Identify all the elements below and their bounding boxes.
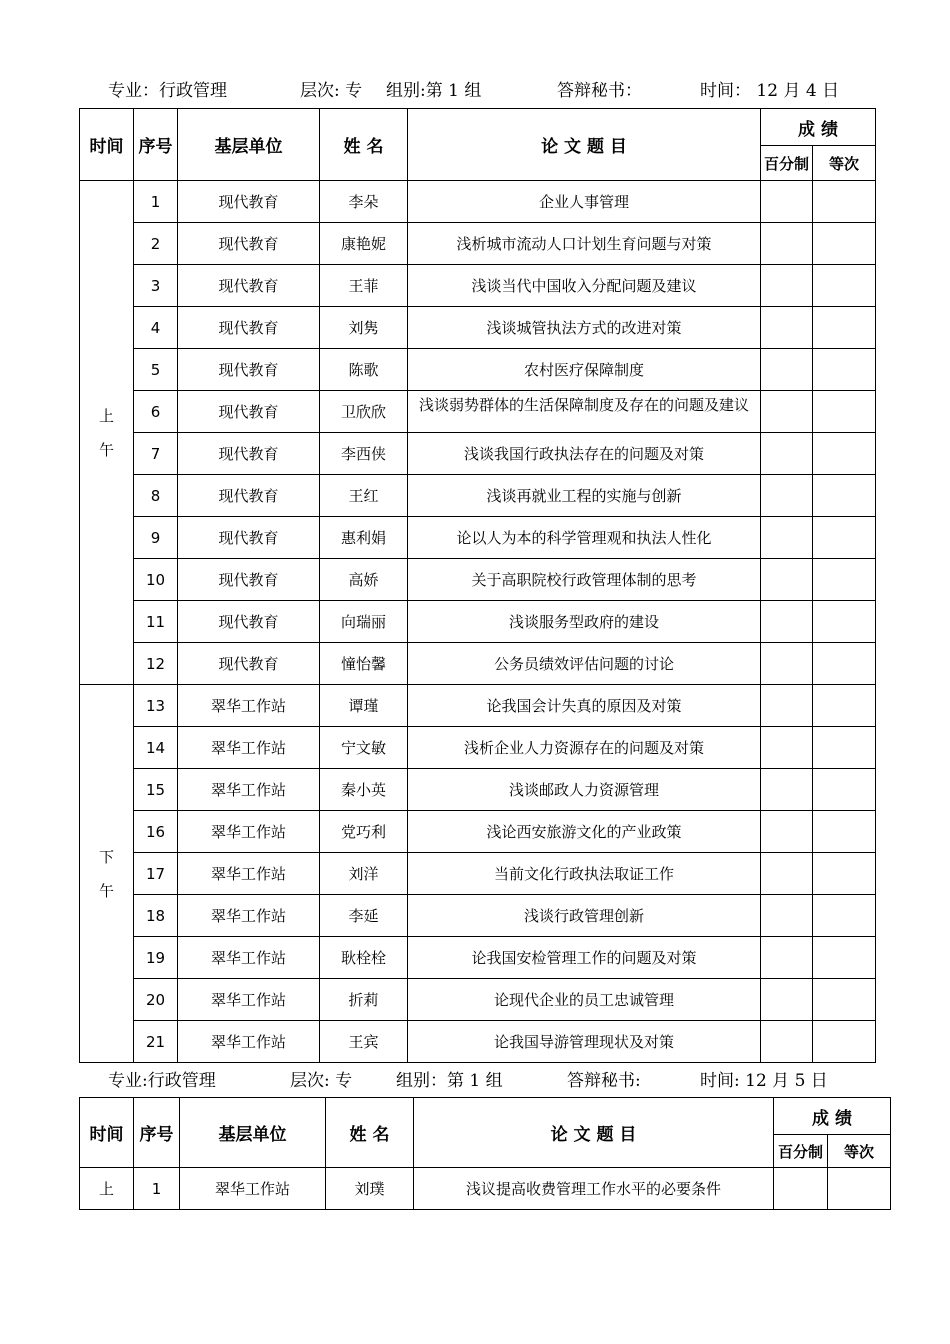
name-cell: 党巧利	[320, 811, 408, 853]
grade-cell	[813, 475, 876, 517]
table-row	[80, 349, 876, 391]
grade-cell	[813, 853, 876, 895]
col-seq: 序号	[134, 1098, 180, 1168]
table-row	[80, 265, 876, 307]
name-cell: 李延	[320, 895, 408, 937]
unit-cell: 现代教育	[178, 559, 320, 601]
table-row	[80, 1021, 876, 1063]
unit-cell: 现代教育	[178, 517, 320, 559]
topic-cell: 关于高职院校行政管理体制的思考	[408, 559, 761, 601]
name-cell: 向瑞丽	[320, 601, 408, 643]
grade-cell	[813, 517, 876, 559]
unit-cell: 现代教育	[178, 223, 320, 265]
grade-cell	[813, 559, 876, 601]
topic-cell: 当前文化行政执法取证工作	[408, 853, 761, 895]
name-cell: 秦小英	[320, 769, 408, 811]
percent-score-cell	[761, 685, 813, 727]
name-cell: 高娇	[320, 559, 408, 601]
percent-score-cell	[774, 1168, 828, 1210]
topic-cell: 浅谈服务型政府的建设	[408, 601, 761, 643]
col-name: 姓 名	[326, 1098, 414, 1168]
topic-cell: 论我国导游管理现状及对策	[408, 1021, 761, 1063]
table-row	[80, 391, 876, 433]
seq-cell: 21	[134, 1021, 178, 1063]
unit-cell: 翠华工作站	[178, 853, 320, 895]
seq-cell: 9	[134, 517, 178, 559]
percent-score-cell	[761, 979, 813, 1021]
grade-cell	[813, 349, 876, 391]
major-label: 专业:行政管理	[108, 1071, 216, 1091]
seq-cell: 7	[134, 433, 178, 475]
name-cell: 王宾	[320, 1021, 408, 1063]
table-row	[80, 223, 876, 265]
schedule-body	[80, 181, 876, 1063]
percent-score-cell	[761, 643, 813, 685]
col-name: 姓 名	[320, 109, 408, 181]
unit-cell: 翠华工作站	[178, 769, 320, 811]
table-row	[80, 685, 876, 727]
unit-cell: 翠华工作站	[178, 727, 320, 769]
col-time: 时间	[80, 109, 134, 181]
unit-cell: 现代教育	[178, 349, 320, 391]
col-grade: 等次	[813, 146, 876, 181]
schedule-body	[80, 1168, 891, 1210]
name-cell: 刘璞	[326, 1168, 414, 1210]
unit-cell: 现代教育	[178, 181, 320, 223]
table-row	[80, 475, 876, 517]
seq-cell: 8	[134, 475, 178, 517]
percent-score-cell	[761, 517, 813, 559]
grade-cell	[813, 601, 876, 643]
unit-cell: 现代教育	[178, 307, 320, 349]
grade-cell	[813, 181, 876, 223]
seq-cell: 16	[134, 811, 178, 853]
table-row	[80, 727, 876, 769]
percent-score-cell	[761, 559, 813, 601]
percent-score-cell	[761, 895, 813, 937]
secretary-label: 答辩秘书：	[557, 81, 642, 101]
grade-cell	[813, 307, 876, 349]
grade-cell	[813, 937, 876, 979]
schedule-table-day1	[79, 108, 876, 1063]
name-cell: 卫欣欣	[320, 391, 408, 433]
seq-cell: 20	[134, 979, 178, 1021]
topic-cell: 论我国会计失真的原因及对策	[408, 685, 761, 727]
section2-header	[0, 1066, 950, 1091]
col-score: 成 绩	[774, 1098, 891, 1135]
name-cell: 陈歌	[320, 349, 408, 391]
seq-cell: 17	[134, 853, 178, 895]
table-row	[80, 895, 876, 937]
grade-cell	[813, 685, 876, 727]
percent-score-cell	[761, 601, 813, 643]
name-cell: 刘洋	[320, 853, 408, 895]
topic-cell: 公务员绩效评估问题的讨论	[408, 643, 761, 685]
table-row	[80, 559, 876, 601]
unit-cell: 翠华工作站	[178, 811, 320, 853]
topic-cell: 浅谈弱势群体的生活保障制度及存在的问题及建议	[408, 391, 761, 433]
grade-cell	[813, 979, 876, 1021]
table-row	[80, 979, 876, 1021]
table-row	[80, 643, 876, 685]
percent-score-cell	[761, 727, 813, 769]
table-row	[80, 307, 876, 349]
topic-cell: 浅析城市流动人口计划生育问题与对策	[408, 223, 761, 265]
unit-cell: 翠华工作站	[178, 685, 320, 727]
percent-score-cell	[761, 475, 813, 517]
seq-cell: 1	[134, 181, 178, 223]
topic-cell: 论现代企业的员工忠诚管理	[408, 979, 761, 1021]
unit-cell: 现代教育	[178, 433, 320, 475]
grade-cell	[813, 643, 876, 685]
table-row	[80, 853, 876, 895]
name-cell: 王菲	[320, 265, 408, 307]
name-cell: 耿栓栓	[320, 937, 408, 979]
name-cell: 折莉	[320, 979, 408, 1021]
unit-cell: 翠华工作站	[178, 1021, 320, 1063]
name-cell: 李朵	[320, 181, 408, 223]
grade-cell	[813, 727, 876, 769]
topic-cell: 企业人事管理	[408, 181, 761, 223]
unit-cell: 翠华工作站	[180, 1168, 326, 1210]
topic-cell: 浅谈当代中国收入分配问题及建议	[408, 265, 761, 307]
seq-cell: 13	[134, 685, 178, 727]
percent-score-cell	[761, 349, 813, 391]
col-percent: 百分制	[774, 1135, 828, 1168]
grade-cell	[813, 433, 876, 475]
time-cell: 上	[80, 1168, 134, 1210]
unit-cell: 现代教育	[178, 265, 320, 307]
grade-cell	[813, 1021, 876, 1063]
secretary-label: 答辩秘书:	[567, 1071, 641, 1091]
col-topic: 论 文 题 目	[408, 109, 761, 181]
table-row	[80, 1168, 891, 1210]
name-cell: 惠利娟	[320, 517, 408, 559]
topic-cell: 浅谈行政管理创新	[408, 895, 761, 937]
topic-cell: 农村医疗保障制度	[408, 349, 761, 391]
seq-cell: 4	[134, 307, 178, 349]
col-percent: 百分制	[761, 146, 813, 181]
seq-cell: 10	[134, 559, 178, 601]
date-label: 时间： 12 月 4 日	[700, 81, 840, 101]
topic-cell: 浅谈我国行政执法存在的问题及对策	[408, 433, 761, 475]
topic-cell: 浅论西安旅游文化的产业政策	[408, 811, 761, 853]
seq-cell: 12	[134, 643, 178, 685]
grade-cell	[813, 769, 876, 811]
grade-cell	[813, 895, 876, 937]
name-cell: 李西侠	[320, 433, 408, 475]
unit-cell: 现代教育	[178, 475, 320, 517]
seq-cell: 14	[134, 727, 178, 769]
period-afternoon: 下 午	[80, 685, 134, 1063]
unit-cell: 现代教育	[178, 601, 320, 643]
percent-score-cell	[761, 937, 813, 979]
unit-cell: 翠华工作站	[178, 979, 320, 1021]
level-label: 层次: 专	[300, 81, 363, 101]
seq-cell: 11	[134, 601, 178, 643]
topic-cell: 浅议提高收费管理工作水平的必要条件	[414, 1168, 774, 1210]
group-label: 组别：第 1 组	[396, 1071, 503, 1091]
table-row	[80, 181, 876, 223]
percent-score-cell	[761, 853, 813, 895]
col-time: 时间	[80, 1098, 134, 1168]
unit-cell: 现代教育	[178, 643, 320, 685]
percent-score-cell	[761, 307, 813, 349]
topic-cell: 浅谈邮政人力资源管理	[408, 769, 761, 811]
percent-score-cell	[761, 181, 813, 223]
topic-cell: 论以人为本的科学管理观和执法人性化	[408, 517, 761, 559]
name-cell: 憧怡馨	[320, 643, 408, 685]
table-row	[80, 433, 876, 475]
col-unit: 基层单位	[180, 1098, 326, 1168]
major-label: 专业：行政管理	[108, 81, 227, 101]
grade-cell	[813, 391, 876, 433]
percent-score-cell	[761, 433, 813, 475]
schedule-table-day2	[79, 1097, 891, 1210]
table-row	[80, 769, 876, 811]
table-row	[80, 517, 876, 559]
unit-cell: 翠华工作站	[178, 895, 320, 937]
name-cell: 宁文敏	[320, 727, 408, 769]
percent-score-cell	[761, 391, 813, 433]
unit-cell: 翠华工作站	[178, 937, 320, 979]
seq-cell: 1	[134, 1168, 180, 1210]
seq-cell: 3	[134, 265, 178, 307]
percent-score-cell	[761, 769, 813, 811]
seq-cell: 18	[134, 895, 178, 937]
period-morning: 上 午	[80, 181, 134, 685]
unit-cell: 现代教育	[178, 391, 320, 433]
percent-score-cell	[761, 811, 813, 853]
percent-score-cell	[761, 1021, 813, 1063]
name-cell: 王红	[320, 475, 408, 517]
grade-cell	[813, 265, 876, 307]
percent-score-cell	[761, 223, 813, 265]
group-label: 组别:第 1 组	[386, 81, 482, 101]
col-grade: 等次	[828, 1135, 891, 1168]
table-row	[80, 601, 876, 643]
table-row	[80, 937, 876, 979]
seq-cell: 2	[134, 223, 178, 265]
grade-cell	[813, 223, 876, 265]
seq-cell: 19	[134, 937, 178, 979]
name-cell: 康艳妮	[320, 223, 408, 265]
col-topic: 论 文 题 目	[414, 1098, 774, 1168]
topic-cell: 浅谈再就业工程的实施与创新	[408, 475, 761, 517]
grade-cell	[828, 1168, 891, 1210]
topic-cell: 浅谈城管执法方式的改进对策	[408, 307, 761, 349]
topic-cell: 浅析企业人力资源存在的问题及对策	[408, 727, 761, 769]
col-score: 成 绩	[761, 109, 876, 146]
section1-header	[0, 76, 950, 101]
name-cell: 刘隽	[320, 307, 408, 349]
seq-cell: 6	[134, 391, 178, 433]
date-label: 时间: 12 月 5 日	[700, 1071, 828, 1091]
grade-cell	[813, 811, 876, 853]
percent-score-cell	[761, 265, 813, 307]
col-unit: 基层单位	[178, 109, 320, 181]
col-seq: 序号	[134, 109, 178, 181]
level-label: 层次: 专	[290, 1071, 353, 1091]
seq-cell: 5	[134, 349, 178, 391]
table-row	[80, 811, 876, 853]
name-cell: 谭瑾	[320, 685, 408, 727]
seq-cell: 15	[134, 769, 178, 811]
topic-cell: 论我国安检管理工作的问题及对策	[408, 937, 761, 979]
